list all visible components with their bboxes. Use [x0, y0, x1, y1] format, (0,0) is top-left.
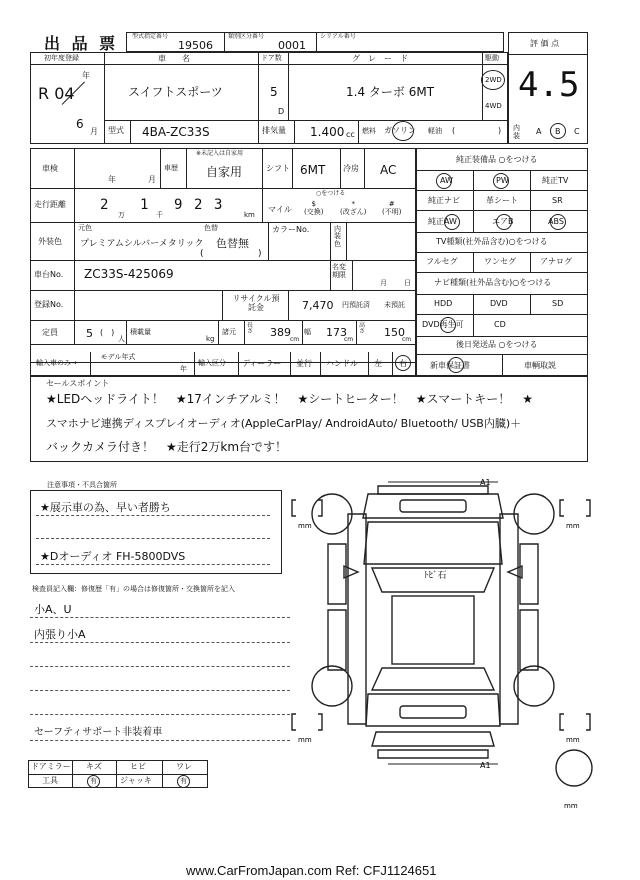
- cooler-label: 冷房: [343, 164, 359, 173]
- capacity-unit: 人: [118, 335, 125, 343]
- trunk: [366, 694, 500, 726]
- color-number-label: カラーNo.: [272, 225, 310, 234]
- equip-sr: SR: [552, 196, 563, 205]
- navi-cd: CD: [494, 320, 506, 329]
- navi-sd: SD: [552, 299, 564, 308]
- drive-2wd-circle: [481, 70, 505, 90]
- equip-std-aw-circle: [444, 214, 460, 230]
- type-number-value: 19506: [178, 39, 213, 52]
- dims-label: 諸元: [222, 328, 236, 336]
- inspector-line-1: 小A、U: [34, 603, 72, 616]
- left-rear-door: [328, 610, 346, 670]
- notes-label: 注意事項・不具合箇所: [44, 482, 120, 489]
- roof: [392, 596, 474, 664]
- mileage-digit-3: 9: [174, 197, 183, 213]
- year-unit: 年: [82, 71, 90, 80]
- drive-label: 駆動: [485, 54, 499, 62]
- mm-rear-left: mm: [298, 736, 312, 744]
- mile-label: マイル: [268, 205, 292, 214]
- evaluation-score: 4.5: [518, 65, 580, 105]
- model-year-unit: 年: [180, 365, 187, 373]
- handle-label: ハンドル: [326, 359, 358, 368]
- equip-aw: AW: [440, 176, 453, 185]
- sheet-title: 出 品 票: [44, 34, 119, 53]
- recycle-unpaid: 未預託: [384, 301, 405, 309]
- legend-crack: ヒビ: [130, 762, 146, 771]
- load-label: 積載量: [130, 328, 151, 336]
- front-right-wheel: [514, 494, 554, 534]
- handle-left: 左: [374, 359, 382, 368]
- parallel-label: 並行: [296, 359, 312, 368]
- mileage-sen: 千: [156, 211, 163, 219]
- unknown-label: # (不明): [382, 200, 402, 217]
- mileage-digit-5: 3: [214, 197, 223, 213]
- model-year-label: モデル年式: [100, 353, 136, 361]
- length-label: 長さ: [247, 322, 254, 335]
- equip-leather: 革シート: [486, 196, 518, 205]
- navi-dvd-play-circle: [440, 317, 456, 333]
- equip-aw-circle: [436, 173, 452, 189]
- recycle-value: 7,470: [302, 299, 334, 312]
- chassis-value: ZC33S-425069: [84, 267, 174, 281]
- mileage-circle-note: ○をつける: [316, 190, 346, 197]
- name-change-label: 名変期限: [332, 263, 346, 279]
- color-label: 外装色: [38, 237, 62, 246]
- length-value: 389: [270, 326, 291, 339]
- rear-window: [372, 668, 494, 690]
- equip-pw-circle: [493, 173, 509, 189]
- interior-b: B: [555, 127, 561, 136]
- rear-bumper-top: [372, 732, 494, 746]
- inspection-block: [30, 148, 416, 376]
- shaken-label: 車検: [42, 164, 58, 173]
- length-cm: cm: [290, 336, 300, 343]
- diesel-label: 軽油: [428, 127, 442, 135]
- equip-abs-circle: [550, 214, 566, 230]
- rear-panel: [400, 706, 466, 718]
- width-cm: cm: [344, 336, 354, 343]
- car-damage-diagram: [288, 474, 598, 814]
- use-label: 車歴: [164, 164, 178, 172]
- recycle-unit: 円預託済: [342, 301, 370, 309]
- height-label: 高さ: [359, 322, 366, 335]
- tv-analog: アナログ: [540, 257, 572, 266]
- recycle-label: リサイクル預託金: [232, 294, 280, 312]
- first-reg-era: R 04: [38, 84, 75, 103]
- fuel-circle: [392, 121, 414, 141]
- legend-tool-have: 有: [90, 777, 97, 785]
- fuel-label: 燃料: [362, 127, 376, 135]
- rear-mark: A1: [480, 761, 491, 770]
- note-line-3: ★Dオーディオ FH-5800DVS: [40, 550, 186, 563]
- legend-scratch: キズ: [86, 762, 102, 771]
- first-reg-label: 初年度登録: [44, 54, 79, 62]
- height-value: 150: [384, 326, 405, 339]
- displacement-label: 排気量: [262, 126, 286, 135]
- mm-front-right: mm: [566, 522, 580, 530]
- legend-jack: ジャッキ: [120, 776, 152, 785]
- exchange-label: $ (交換): [304, 200, 324, 217]
- sales-point-line-2: スマホナビ連携ディスプレイオーディオ(AppleCarPlay/ AndroidAuto/ Bluetooth/ USB内臓)＋: [46, 417, 522, 430]
- mileage-label: 走行距離: [34, 200, 66, 209]
- use-note: ※未記入は自家用: [196, 150, 244, 157]
- mm-rear-right: mm: [566, 736, 580, 744]
- mm-spare: mm: [564, 802, 578, 810]
- serial-number-label: シリアル番号: [320, 33, 356, 40]
- legend-tool: 工具: [42, 776, 58, 785]
- navi-dvd-play: DVD再生可: [422, 320, 464, 329]
- load-unit: kg: [206, 335, 215, 343]
- legend-jack-circle: [177, 775, 190, 788]
- width-value: 173: [326, 326, 347, 339]
- sales-point-line-3: バックカメラ付き！ ★走行2万km台です！: [46, 440, 288, 454]
- type-number-label: 型式指定番号: [132, 33, 169, 40]
- sales-point-line-1: ★LEDヘッドライト！ ★17インチアルミ！ ★シートヒーター！ ★スマートキー！ ★: [46, 392, 534, 406]
- color-change-value: 色替無: [216, 237, 249, 250]
- legend-break: ワレ: [176, 762, 192, 771]
- drive-2wd: 2WD: [485, 76, 502, 84]
- rear-bumper: [378, 750, 488, 758]
- grade-label: グ レ ー ド: [352, 54, 408, 63]
- navi-type-label: ナビ種類(社外品含む)○をつける: [434, 278, 552, 287]
- docs-warranty: 新車保証書: [430, 361, 470, 370]
- displacement-value: 1.400: [310, 125, 345, 139]
- doors-suffix: D: [278, 107, 285, 116]
- interior-c: C: [574, 127, 580, 136]
- interior-b-circle: [550, 123, 566, 139]
- tamper-label: * (改ざん): [340, 200, 367, 217]
- docs-label: 後日発送品 ○をつける: [456, 340, 538, 349]
- class-number-label: 類別区分番号: [228, 33, 265, 40]
- import-class-label: 輸入区分: [198, 359, 226, 367]
- legend-mirror: ドアミラー: [31, 762, 71, 771]
- spare-tire: [556, 750, 592, 786]
- tv-fullseg: フルセグ: [426, 257, 458, 266]
- right-front-door: [520, 544, 538, 604]
- evaluation-label: 評 価 点: [530, 39, 560, 48]
- rear-left-wheel: [312, 666, 352, 706]
- equip-pw: PW: [496, 176, 509, 185]
- shaken-month-unit: 月: [148, 175, 156, 184]
- grade-value: 1.4 ターボ 6MT: [346, 85, 435, 99]
- equip-abs: ABS: [548, 217, 564, 226]
- car-name-value: スイフトスポーツ: [128, 85, 223, 99]
- equip-navi: 純正ナビ: [428, 196, 460, 205]
- import-label: 輸入車のみ→: [36, 359, 77, 367]
- drive-4wd: 4WD: [485, 102, 502, 110]
- interior-a: A: [536, 127, 542, 136]
- fuel-value: ガソリン: [384, 126, 416, 135]
- interior-label: 内装: [513, 124, 520, 140]
- handle-right: 右: [399, 359, 407, 368]
- right-rear-door: [520, 610, 538, 670]
- hood: [364, 522, 502, 564]
- stone-chip-note: ﾄﾋﾞ石: [424, 571, 447, 581]
- footer-ref: www.CarFromJapan.com Ref: CFJ1124651: [186, 863, 437, 878]
- interior-color-label: 内装色: [334, 225, 341, 248]
- doors-value: 5: [270, 85, 278, 99]
- inspector-line-2: 内張り小A: [34, 628, 86, 641]
- month-unit: 月: [90, 127, 98, 136]
- handle-right-circle: [395, 355, 411, 371]
- rear-right-wheel: [514, 666, 554, 706]
- class-number-value: 0001: [278, 39, 306, 52]
- equip-airbag: エアB: [492, 217, 514, 226]
- mileage-digit-4: 2: [194, 197, 203, 213]
- equip-airbag-circle: [496, 214, 512, 230]
- first-reg-month: 6: [76, 117, 84, 131]
- inspector-line-6: セーフティサポート非装着車: [34, 727, 163, 738]
- mileage-man: 万: [118, 211, 125, 219]
- tv-oneseg: ワンセグ: [484, 257, 516, 266]
- doors-label: ドア数: [261, 54, 282, 62]
- height-cm: cm: [402, 336, 412, 343]
- front-grille: [400, 500, 466, 512]
- chassis-label: 車台No.: [34, 270, 64, 279]
- shift-value: 6MT: [300, 163, 326, 177]
- orig-color-label: 元色: [78, 224, 92, 232]
- mileage-digit-1: 2: [100, 197, 109, 213]
- equip-tv: 純正TV: [542, 176, 569, 185]
- legend-jack-have: 有: [180, 777, 187, 785]
- mileage-digit-2: 1: [140, 197, 149, 213]
- registration-label: 登録No.: [34, 300, 64, 309]
- capacity-value: 5: [86, 327, 93, 340]
- tv-type-label: TV種類(社外品含む)○をつける: [436, 237, 548, 246]
- front-bumper: [378, 486, 488, 494]
- legend-tool-circle: [87, 775, 100, 788]
- shift-label: シフト: [266, 164, 290, 173]
- hood-front: [363, 494, 503, 518]
- shaken-year-unit: 年: [108, 175, 116, 184]
- name-change-month: 月: [380, 279, 387, 287]
- navi-hdd: HDD: [434, 299, 453, 308]
- inspector-label: 検査員記入欄：修復歴「有」の場合は修復箇所・交換箇所を記入: [32, 585, 235, 593]
- navi-dvd: DVD: [490, 299, 508, 308]
- capacity-label: 定員: [42, 328, 58, 337]
- std-equipment-label: 純正装備品 ○をつける: [456, 155, 538, 164]
- docs-warranty-circle: [448, 357, 464, 373]
- mileage-unit: km: [244, 211, 255, 219]
- color-change-label: 色替: [204, 224, 218, 232]
- use-value: 自家用: [206, 165, 243, 179]
- width-label: 幅: [304, 328, 311, 336]
- orig-color-value: プレミアムシルバーメタリック: [80, 239, 204, 249]
- left-front-door: [328, 544, 346, 604]
- dealer-label: ディーラー: [242, 359, 282, 368]
- model-value: 4BA-ZC33S: [142, 125, 210, 139]
- front-mark: A1: [480, 478, 491, 487]
- car-name-label: 車 名: [158, 54, 190, 63]
- note-line-1: ★展示車の為、早い者勝ち: [40, 501, 171, 514]
- sales-points-label: セールスポイント: [46, 379, 110, 388]
- cooler-value: AC: [380, 163, 397, 177]
- name-change-day: 日: [404, 279, 411, 287]
- mm-front-left: mm: [298, 522, 312, 530]
- displacement-unit: cc: [346, 130, 355, 139]
- docs-manual: 車輌取説: [524, 361, 556, 370]
- model-label: 型式: [108, 126, 124, 135]
- equip-std-aw: 純正AW: [428, 217, 457, 226]
